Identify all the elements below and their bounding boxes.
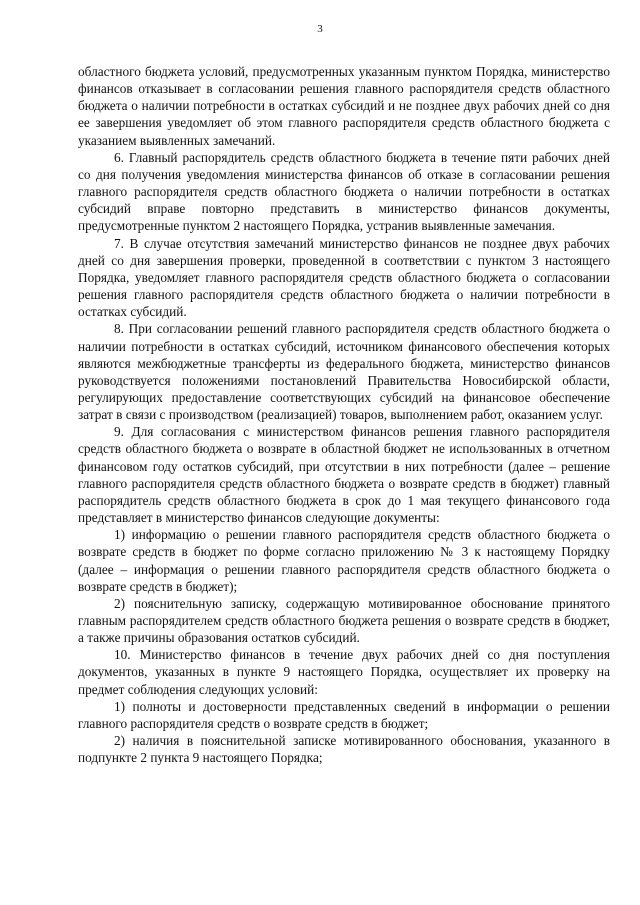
paragraph-9-1: 1) информацию о решении главного распорядителя средств областного бюджета о возврате средств в бюджет по форме согласно приложению № 3 к настоящему Порядку (далее – информация о решении главного распорядителя средств областного бюджета о возврате средств в бюджет); bbox=[78, 527, 610, 594]
page-number: 3 bbox=[317, 23, 323, 35]
paragraph-10: 10. Министерство финансов в течение двух рабочих дней со дня поступления документов, указанных в пункте 9 настоящего Порядка, осуществляет их проверку на предмет соблюдения следующих условий: bbox=[78, 647, 610, 697]
paragraph-10-2: 2) наличия в пояснительной записке мотивированного обоснования, указанного в подпункте 2 пункта 9 настоящего Порядка; bbox=[78, 733, 610, 766]
paragraph-continuation: областного бюджета условий, предусмотренных указанным пунктом Порядка, министерство финансов отказывает в согласовании решения главного распорядителя средств областного бюджета о наличии потребности в остатках субсидий и не позднее двух рабочих дней со дня ее завершения уведомляет об этом главного распорядителя средств областного бюджета с указанием выявленных замечаний. bbox=[78, 64, 610, 148]
document-body bbox=[78, 63, 610, 766]
paragraph-9: 9. Для согласования с министерством финансов решения главного распорядителя средств областного бюджета о возврате в областной бюджет не использованных в отчетном финансовом году остатков субсидий, при отсутствии в них потребности (далее – решение главного распорядителя средств областного бюджета о возврате средств в бюджет) главный распорядитель средств областного бюджета в срок до 1 мая текущего финансового года представляет в министерство финансов следующие документы: bbox=[78, 424, 610, 526]
paragraph-7: 7. В случае отсутствия замечаний министерство финансов не позднее двух рабочих дней со дня завершения проверки, проведенной в соответствии с пунктом 3 настоящего Порядка, уведомляет главного распорядителя средств областного бюджета о согласовании решения главного распорядителя средств областного бюджета о наличии потребности в остатках субсидий. bbox=[78, 235, 610, 320]
paragraph-6: 6. Главный распорядитель средств областного бюджета в течение пяти рабочих дней со дня получения уведомления министерства финансов об отказе в согласовании решения главного распорядителя средств областного бюджета о наличии потребности в остатках субсидий вправе повторно представить в министерство финансов документы, предусмотренные пунктом 2 настоящего Порядка, устранив выявленные замечания. bbox=[78, 149, 610, 234]
paragraph-10-1: 1) полноты и достоверности представленных сведений в информации о решении главного распорядителя средств о возврате средств в бюджет; bbox=[78, 698, 610, 731]
paragraph-8: 8. При согласовании решений главного распорядителя средств областного бюджета о наличии потребности в остатках субсидий, источником финансового обеспечения которых являются межбюджетные трансферты из федерального бюджета, министерство финансов руководствуется положениями постановлений Правительства Новосибирской области, регулирующих предоставление соответствующих субсидий на финансовое обеспечение затрат в связи с производством (реализацией) товаров, выполнением работ, оказанием услуг. bbox=[78, 321, 610, 423]
paragraph-9-2: 2) пояснительную записку, содержащую мотивированное обоснование принятого главным распорядителем средств областного бюджета решения о возврате средств в бюджет, а также причины образования остатков субсидий. bbox=[78, 595, 610, 646]
